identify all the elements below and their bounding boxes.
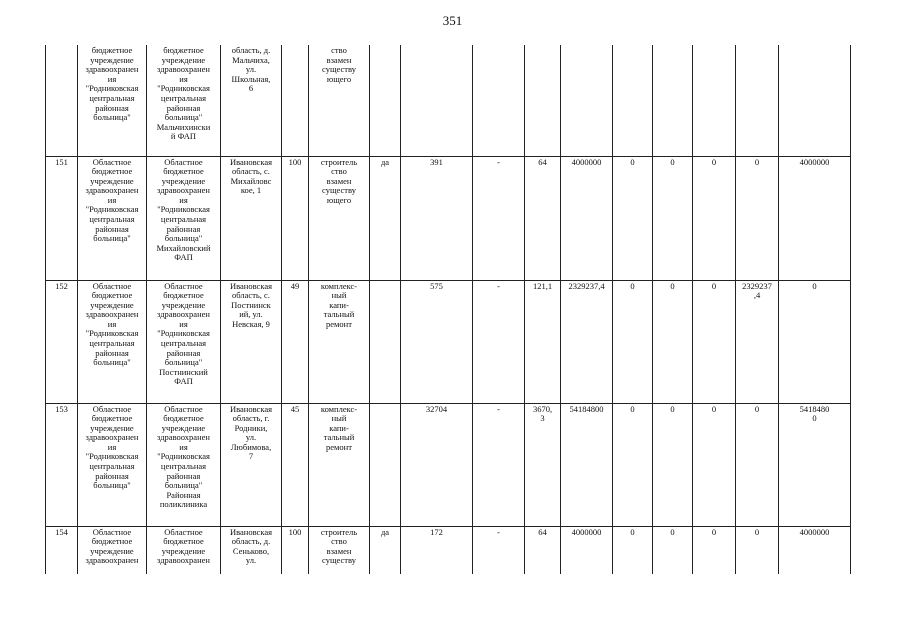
cell-col-14 bbox=[693, 526, 736, 574]
cell-text: "Родниковская bbox=[85, 328, 139, 339]
cell-text: центральная bbox=[160, 461, 207, 472]
cell-text: область, д. bbox=[231, 536, 271, 547]
cell-text: ный bbox=[331, 290, 347, 301]
cell-text: районная bbox=[166, 470, 201, 481]
cell-text: ия bbox=[179, 441, 188, 452]
cell-col-15 bbox=[736, 45, 779, 156]
cell-text: Школьная, bbox=[231, 73, 271, 84]
cell-dash bbox=[473, 403, 525, 526]
cell-flag bbox=[370, 156, 401, 280]
cell-text: 3 bbox=[540, 413, 545, 424]
cell-text: Мальчиха, bbox=[232, 54, 270, 65]
cell-institution bbox=[78, 526, 147, 574]
cell-text: ющего bbox=[326, 194, 352, 205]
cell-text: центральная bbox=[160, 92, 207, 103]
page-number: 351 bbox=[442, 13, 463, 28]
table-row bbox=[46, 45, 851, 156]
cell-text: бюджетное bbox=[91, 536, 133, 547]
cell-text: бюджетное bbox=[91, 290, 133, 301]
cell-text: 6 bbox=[248, 83, 254, 94]
cell-text: больница" bbox=[164, 480, 203, 491]
cell-text: область, с. bbox=[232, 166, 270, 177]
cell-text: Районная bbox=[166, 489, 201, 500]
cell-text: бюджетное bbox=[163, 413, 204, 424]
cell-row-number bbox=[46, 280, 78, 403]
cell-text: 49 bbox=[290, 280, 300, 291]
cell-row-number bbox=[46, 45, 78, 156]
cell-text: 153 bbox=[55, 403, 68, 414]
cell-work-type bbox=[309, 156, 370, 280]
cell-value bbox=[525, 156, 561, 280]
cell-flag bbox=[370, 403, 401, 526]
cell-text: 0 bbox=[670, 156, 675, 167]
cell-text: Ивановская bbox=[229, 526, 273, 537]
cell-value bbox=[525, 403, 561, 526]
cell-text: районная bbox=[95, 470, 129, 481]
cell-text: 64 bbox=[538, 156, 547, 167]
cell-facility bbox=[147, 526, 221, 574]
cell-text: Постнинск bbox=[231, 299, 271, 310]
cell-text: ,4 bbox=[753, 290, 761, 301]
cell-text: - bbox=[497, 156, 500, 167]
cell-text: 5418480 bbox=[799, 403, 830, 414]
cell-text: й ФАП bbox=[170, 131, 197, 142]
cell-text: здравоохранен bbox=[85, 309, 139, 320]
cell-text: 0 bbox=[630, 403, 635, 414]
cell-text: 0 bbox=[670, 403, 675, 414]
cell-text: 4000000 bbox=[571, 156, 602, 167]
cell-amount bbox=[561, 156, 613, 280]
cell-value bbox=[525, 45, 561, 156]
cell-text: районная bbox=[95, 347, 129, 358]
cell-text: 100 bbox=[288, 156, 302, 167]
cell-text: 45 bbox=[290, 403, 300, 414]
cell-text: "Родниковская bbox=[157, 451, 210, 462]
cell-text: Постнинский bbox=[159, 366, 208, 377]
cell-text: 0 bbox=[754, 403, 760, 414]
cell-row-number bbox=[46, 526, 78, 574]
cell-text: кое, 1 bbox=[240, 185, 262, 196]
cell-text: "Родниковская bbox=[85, 204, 139, 215]
cell-text: 152 bbox=[55, 280, 68, 291]
cell-col-13 bbox=[653, 280, 693, 403]
cell-text: Областное bbox=[92, 526, 132, 537]
cell-text: область, г. bbox=[232, 413, 270, 424]
cell-address bbox=[221, 280, 282, 403]
cell-text: капи- bbox=[329, 299, 349, 310]
cell-text: область, с. bbox=[232, 290, 270, 301]
cell-text: 64 bbox=[538, 526, 547, 537]
cell-col-13 bbox=[653, 403, 693, 526]
cell-text: Михайловский bbox=[156, 242, 211, 253]
cell-flag bbox=[370, 280, 401, 403]
cell-text: "Родниковская bbox=[85, 451, 139, 462]
cell-text: Любимова, bbox=[230, 441, 272, 452]
table-row bbox=[46, 526, 851, 574]
cell-text: ул. bbox=[245, 432, 257, 443]
cell-text: здравоохранен bbox=[157, 555, 210, 566]
cell-total bbox=[779, 280, 851, 403]
cell-text: поликлиника bbox=[159, 499, 208, 510]
cell-text: 121,1 bbox=[532, 280, 553, 291]
cell-text: 0 bbox=[630, 526, 635, 537]
cell-address bbox=[221, 526, 282, 574]
cell-text: ия bbox=[107, 441, 117, 452]
cell-text: ия bbox=[179, 73, 188, 84]
cell-institution bbox=[78, 156, 147, 280]
cell-col-15 bbox=[736, 526, 779, 574]
cell-text: область, д. bbox=[231, 45, 271, 55]
cell-text: районная bbox=[166, 102, 201, 113]
cell-col-12 bbox=[613, 280, 653, 403]
cell-text: 0 bbox=[670, 280, 675, 291]
cell-dash bbox=[473, 280, 525, 403]
cell-text: капи- bbox=[329, 422, 349, 433]
cell-text: бюджетное bbox=[91, 413, 133, 424]
cell-text: здравоохранен bbox=[157, 64, 210, 75]
cell-text: 4000000 bbox=[799, 526, 830, 537]
cell-institution bbox=[78, 403, 147, 526]
cell-text: Сеньково, bbox=[232, 545, 270, 556]
cell-text: учреждение bbox=[90, 422, 134, 433]
cell-text: центральная bbox=[89, 92, 135, 103]
cell-text: 154 bbox=[55, 526, 68, 537]
cell-text: 2329237 bbox=[742, 280, 772, 291]
cell-total bbox=[779, 156, 851, 280]
cell-text: учреждение bbox=[161, 422, 206, 433]
cell-text: 4000000 bbox=[799, 156, 830, 167]
cell-text: строитель bbox=[320, 156, 358, 167]
cell-value bbox=[525, 280, 561, 403]
cell-col-12 bbox=[613, 403, 653, 526]
cell-text: ий, ул. bbox=[239, 309, 263, 320]
cell-text: бюджетное bbox=[163, 45, 204, 55]
cell-text: Невская, 9 bbox=[232, 318, 270, 329]
cell-text: 0 bbox=[711, 526, 717, 537]
cell-text: ство bbox=[331, 166, 347, 177]
cell-text: 100 bbox=[288, 526, 302, 537]
cell-text: да bbox=[380, 526, 390, 537]
cell-text: учреждение bbox=[161, 545, 206, 556]
cell-area bbox=[401, 526, 473, 574]
facilities-table bbox=[45, 45, 851, 574]
cell-text: ремонт bbox=[326, 318, 352, 329]
cell-dash bbox=[473, 526, 525, 574]
cell-col-13 bbox=[653, 526, 693, 574]
cell-col-12 bbox=[613, 526, 653, 574]
cell-col-13 bbox=[653, 45, 693, 156]
cell-amount bbox=[561, 526, 613, 574]
cell-text: Ивановская bbox=[229, 403, 273, 414]
cell-text: 7 bbox=[248, 451, 254, 462]
cell-facility bbox=[147, 156, 221, 280]
cell-text: взамен bbox=[326, 175, 352, 186]
cell-text: больница" bbox=[93, 112, 131, 123]
cell-text: ия bbox=[107, 318, 117, 329]
cell-text: да bbox=[380, 156, 390, 167]
cell-text: учреждение bbox=[90, 175, 134, 186]
cell-text: больница" bbox=[93, 480, 131, 491]
cell-text: центральная bbox=[89, 214, 135, 225]
cell-text: учреждение bbox=[161, 175, 206, 186]
cell-text: существу bbox=[322, 64, 356, 75]
cell-percent bbox=[282, 526, 309, 574]
cell-text: районная bbox=[95, 102, 129, 113]
cell-percent bbox=[282, 280, 309, 403]
cell-text: - bbox=[497, 280, 500, 291]
cell-row-number bbox=[46, 156, 78, 280]
cell-text: "Родниковская bbox=[85, 83, 139, 94]
cell-text: комплекс- bbox=[320, 280, 358, 291]
cell-amount bbox=[561, 45, 613, 156]
cell-address bbox=[221, 45, 282, 156]
cell-text: бюджетное bbox=[163, 166, 204, 177]
cell-text: бюджетное bbox=[163, 536, 204, 547]
cell-dash bbox=[473, 156, 525, 280]
cell-address bbox=[221, 403, 282, 526]
cell-text: ФАП bbox=[174, 376, 193, 387]
cell-facility bbox=[147, 45, 221, 156]
cell-text: ющего bbox=[326, 73, 352, 84]
cell-text: 0 bbox=[754, 156, 760, 167]
cell-text: ФАП bbox=[174, 252, 193, 263]
cell-text: ул. bbox=[245, 64, 257, 75]
cell-text: "Родниковская bbox=[157, 328, 210, 339]
cell-text: Областное bbox=[164, 156, 203, 167]
cell-row-number bbox=[46, 403, 78, 526]
cell-text: Областное bbox=[92, 403, 132, 414]
cell-text: районная bbox=[95, 223, 129, 234]
cell-text: существу bbox=[322, 555, 356, 566]
cell-text: 0 bbox=[711, 280, 717, 291]
cell-text: 0 bbox=[812, 413, 817, 424]
cell-text: 54184800 bbox=[569, 403, 604, 414]
cell-total bbox=[779, 45, 851, 156]
cell-facility bbox=[147, 280, 221, 403]
cell-text: Областное bbox=[92, 280, 132, 291]
cell-text: 0 bbox=[670, 526, 675, 537]
cell-text: "Родниковская bbox=[157, 204, 210, 215]
cell-text: здравоохранен bbox=[157, 309, 210, 320]
cell-percent bbox=[282, 45, 309, 156]
cell-text: Родники, bbox=[234, 422, 268, 433]
cell-text: взамен bbox=[326, 54, 352, 65]
cell-text: бюджетное bbox=[163, 290, 204, 301]
cell-text: ство bbox=[331, 536, 347, 547]
cell-col-12 bbox=[613, 156, 653, 280]
cell-flag bbox=[370, 45, 401, 156]
cell-text: больница" bbox=[93, 357, 131, 368]
cell-text: 4000000 bbox=[571, 526, 602, 537]
cell-area bbox=[401, 280, 473, 403]
cell-text: 172 bbox=[430, 526, 443, 537]
cell-dash bbox=[473, 45, 525, 156]
cell-text: тальный bbox=[323, 432, 355, 443]
cell-text: взамен bbox=[326, 545, 352, 556]
cell-text: Михайловс bbox=[230, 175, 272, 186]
cell-col-15 bbox=[736, 403, 779, 526]
cell-col-14 bbox=[693, 280, 736, 403]
cell-text: здравоохранен bbox=[85, 64, 139, 75]
cell-text: районная bbox=[166, 223, 201, 234]
cell-text: центральная bbox=[89, 461, 135, 472]
cell-text: 151 bbox=[55, 156, 68, 167]
cell-col-13 bbox=[653, 156, 693, 280]
cell-address bbox=[221, 156, 282, 280]
cell-text: ия bbox=[107, 194, 117, 205]
cell-text: 0 bbox=[754, 526, 760, 537]
cell-work-type bbox=[309, 280, 370, 403]
cell-text: 0 bbox=[812, 280, 817, 291]
cell-work-type bbox=[309, 45, 370, 156]
cell-text: строитель bbox=[320, 526, 358, 537]
cell-value bbox=[525, 526, 561, 574]
cell-text: центральная bbox=[160, 338, 207, 349]
cell-text: 2329237,4 bbox=[568, 280, 605, 291]
cell-text: Мальчихински bbox=[156, 121, 211, 132]
cell-facility bbox=[147, 403, 221, 526]
cell-text: районная bbox=[166, 347, 201, 358]
cell-text: больница" bbox=[164, 233, 203, 244]
cell-institution bbox=[78, 280, 147, 403]
cell-text: ия bbox=[179, 194, 188, 205]
cell-text: Областное bbox=[164, 280, 203, 291]
cell-text: тальный bbox=[323, 309, 355, 320]
cell-percent bbox=[282, 156, 309, 280]
cell-text: учреждение bbox=[90, 545, 134, 556]
cell-text: - bbox=[497, 403, 500, 414]
cell-total bbox=[779, 403, 851, 526]
cell-text: бюджетное bbox=[91, 166, 133, 177]
cell-amount bbox=[561, 403, 613, 526]
cell-text: Ивановская bbox=[229, 156, 273, 167]
cell-text: 0 bbox=[630, 156, 635, 167]
cell-text: Областное bbox=[164, 403, 203, 414]
cell-text: 391 bbox=[430, 156, 443, 167]
cell-percent bbox=[282, 403, 309, 526]
cell-text: здравоохранен bbox=[85, 185, 139, 196]
cell-total bbox=[779, 526, 851, 574]
cell-text: существу bbox=[322, 185, 356, 196]
cell-text: ремонт bbox=[326, 441, 352, 452]
cell-col-12 bbox=[613, 45, 653, 156]
cell-col-14 bbox=[693, 403, 736, 526]
cell-col-15 bbox=[736, 280, 779, 403]
cell-text: учреждение bbox=[161, 54, 206, 65]
cell-text: больница" bbox=[164, 112, 203, 123]
cell-text: - bbox=[497, 526, 500, 537]
cell-text: ный bbox=[331, 413, 347, 424]
cell-col-15 bbox=[736, 156, 779, 280]
cell-text: учреждение bbox=[161, 299, 206, 310]
cell-text: ство bbox=[331, 45, 347, 55]
cell-text: Ивановская bbox=[229, 280, 273, 291]
cell-col-14 bbox=[693, 156, 736, 280]
cell-area bbox=[401, 156, 473, 280]
cell-text: центральная bbox=[160, 214, 207, 225]
cell-text: 3670, bbox=[532, 403, 553, 414]
cell-text: Областное bbox=[92, 156, 132, 167]
cell-text: здравоохранен bbox=[157, 432, 210, 443]
cell-text: ия bbox=[107, 73, 117, 84]
cell-work-type bbox=[309, 403, 370, 526]
cell-text: 575 bbox=[430, 280, 443, 291]
cell-text: "Родниковская bbox=[157, 83, 210, 94]
cell-flag bbox=[370, 526, 401, 574]
cell-text: 0 bbox=[630, 280, 635, 291]
table-row bbox=[46, 403, 851, 526]
cell-text: комплекс- bbox=[320, 403, 358, 414]
table-row bbox=[46, 156, 851, 280]
cell-text: ия bbox=[179, 318, 188, 329]
cell-text: бюджетное bbox=[91, 45, 133, 55]
cell-text: учреждение bbox=[90, 299, 134, 310]
cell-text: Областное bbox=[164, 526, 203, 537]
cell-institution bbox=[78, 45, 147, 156]
cell-area bbox=[401, 45, 473, 156]
cell-text: больница" bbox=[164, 357, 203, 368]
cell-text: больница" bbox=[93, 233, 131, 244]
cell-text: 0 bbox=[711, 403, 717, 414]
cell-work-type bbox=[309, 526, 370, 574]
cell-text: здравоохранен bbox=[85, 432, 139, 443]
cell-text: здравоохранен bbox=[157, 185, 210, 196]
cell-text: здравоохранен bbox=[85, 555, 139, 566]
cell-text: 0 bbox=[711, 156, 717, 167]
cell-text: 32704 bbox=[425, 403, 448, 414]
cell-text: ул. bbox=[245, 555, 257, 566]
cell-amount bbox=[561, 280, 613, 403]
table-row bbox=[46, 280, 851, 403]
cell-text: учреждение bbox=[90, 54, 134, 65]
cell-col-14 bbox=[693, 45, 736, 156]
cell-area bbox=[401, 403, 473, 526]
cell-text: центральная bbox=[89, 338, 135, 349]
